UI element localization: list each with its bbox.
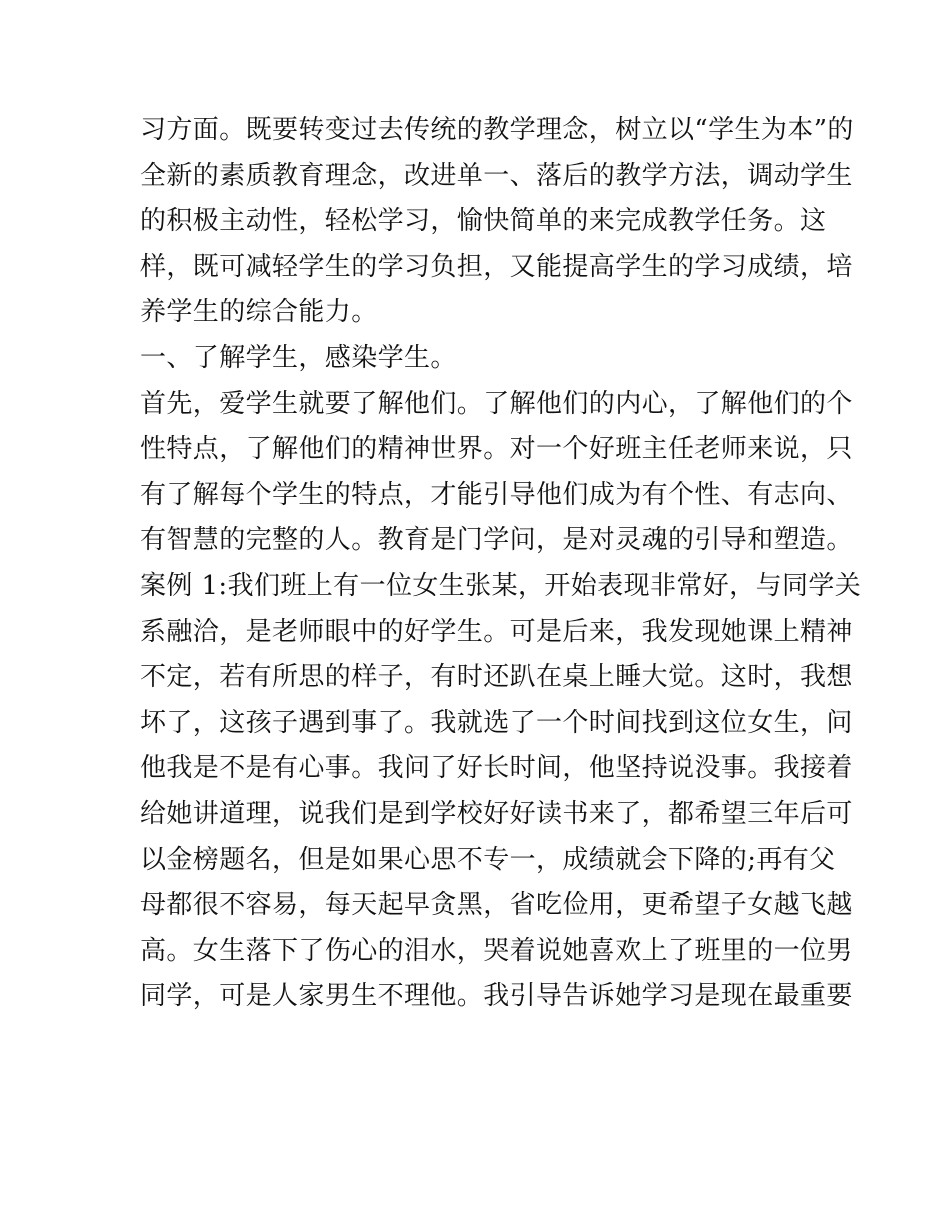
text-line: 以金榜题名，但是如果心思不专一，成绩就会下降的;再有父 bbox=[140, 844, 836, 875]
text-line: 有了解每个学生的特点，才能引导他们成为有个性、有志向、 bbox=[140, 479, 853, 510]
text-line: 习方面。既要转变过去传统的教学理念，树立以“学生为本”的 bbox=[140, 115, 854, 145]
text-line: 坏了，这孩子遇到事了。我就选了一个时间找到这位女生，问 bbox=[140, 707, 853, 738]
text-line: 高。女生落下了伤心的泪水，哭着说她喜欢上了班里的一位男 bbox=[140, 935, 853, 966]
text-line: 全新的素质教育理念，改进单一、落后的教学方法，调动学生 bbox=[140, 160, 853, 191]
text-line: 他我是不是有心事。我问了好长时间，他坚持说没事。我接着 bbox=[140, 753, 853, 784]
section-heading: 一、了解学生，感染学生。 bbox=[140, 342, 457, 373]
text-line: 有智慧的完整的人。教育是门学问，是对灵魂的引导和塑造。 bbox=[140, 525, 853, 556]
text-line: 给她讲道理，说我们是到学校好好读书来了，都希望三年后可 bbox=[140, 798, 853, 829]
text-line: 系融洽，是老师眼中的好学生。可是后来，我发现她课上精神 bbox=[140, 616, 853, 647]
text-line: 母都很不容易，每天起早贪黑，省吃俭用，更希望子女越飞越 bbox=[140, 890, 853, 921]
text-line: 的积极主动性，轻松学习，愉快简单的来完成教学任务。这 bbox=[140, 206, 827, 237]
body-text bbox=[140, 108, 862, 1020]
text-line: 性特点，了解他们的精神世界。对一个好班主任老师来说，只 bbox=[140, 434, 853, 465]
text-line: 样，既可减轻学生的学习负担，又能提高学生的学习成绩，培 bbox=[140, 251, 853, 282]
text-line: 不定，若有所思的样子，有时还趴在桌上睡大觉。这时，我想 bbox=[140, 662, 853, 693]
text-line: 案例 1:我们班上有一位女生张某，开始表现非常好，与同学关 bbox=[140, 570, 862, 601]
text-line: 首先，爱学生就要了解他们。了解他们的内心，了解他们的个 bbox=[140, 388, 853, 419]
text-line: 养学生的综合能力。 bbox=[140, 297, 378, 328]
text-line: 同学，可是人家男生不理他。我引导告诉她学习是现在最重要 bbox=[140, 981, 853, 1012]
